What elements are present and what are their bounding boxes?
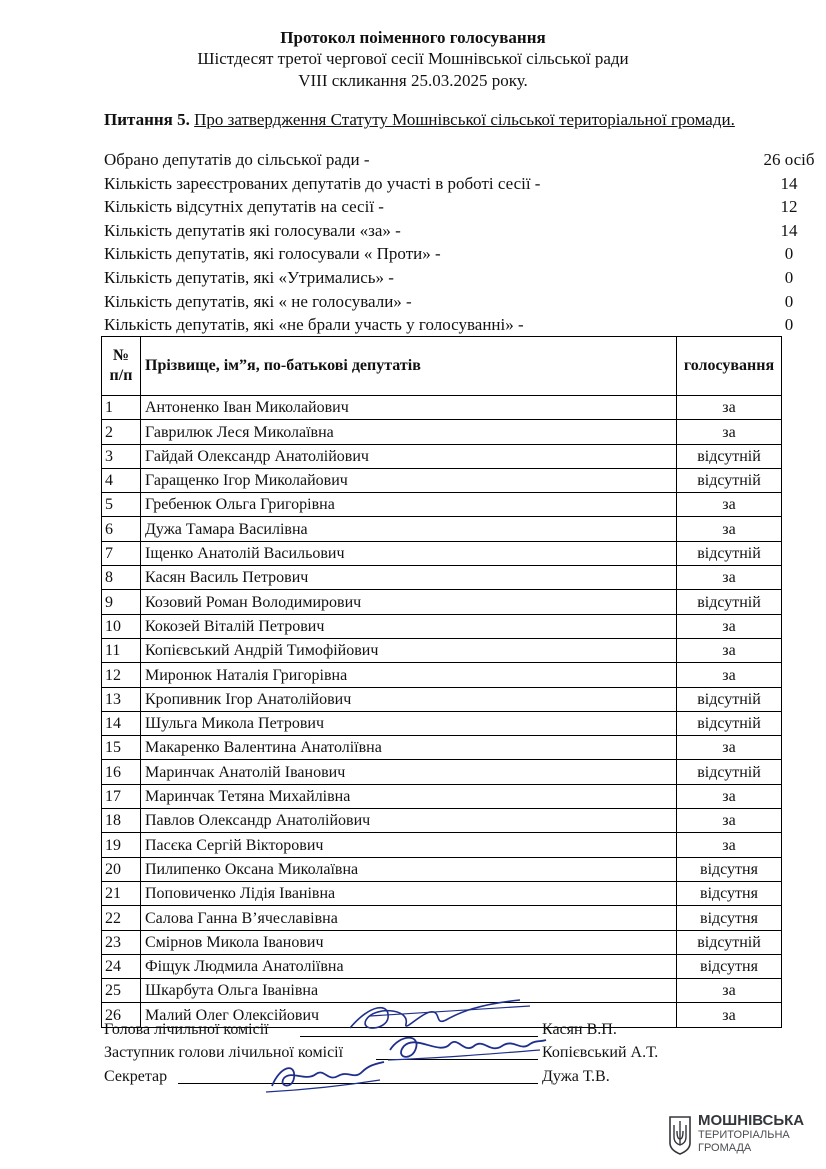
table-row [102,566,782,590]
stat-row [104,220,798,242]
stat-value: 0 [784,268,794,287]
stat-value: 0 [784,315,794,335]
deputy-name: Шульга Микола Петрович [141,711,677,735]
table-row [102,760,782,784]
vote-result: відсутній [677,590,782,614]
stat-label: Кількість відсутніх депутатів на сесії - [104,197,384,217]
table-row [102,444,782,468]
deputy-name: Гаращенко Ігор Миколайович [141,468,677,492]
stat-label: Кількість депутатів, які « не голосували» - [104,291,412,311]
row-number: 25 [102,979,141,1003]
row-number: 23 [102,930,141,954]
table-row [102,881,782,905]
vote-result: за [677,517,782,541]
vote-result: за [677,784,782,808]
column-name-header: Прізвище, ім”я, по-батькові депутатів [141,337,677,396]
table-row [102,857,782,881]
row-number: 14 [102,711,141,735]
stat-label: Кількість зареєстрованих депутатів до участі в роботі сесії - [104,173,541,193]
stat-value: 12 [780,197,798,217]
table-row [102,687,782,711]
signature-role: Заступник голови лічильної комісії [104,1044,344,1061]
stat-label: Кількість депутатів, які «Утримались» - [104,268,394,287]
vote-result: за [677,396,782,420]
stat-row [104,149,815,171]
vote-result: за [677,638,782,662]
table-row [102,809,782,833]
row-number: 19 [102,833,141,857]
stat-value: 0 [784,291,794,311]
table-row [102,930,782,954]
deputy-name: Маринчак Анатолій Іванович [141,760,677,784]
stat-value: 26 осіб [763,150,815,169]
trident-icon [668,1115,692,1155]
question-label: Питання 5. [104,110,190,129]
logo-line2: ТЕРИТОРІАЛЬНА [698,1129,790,1141]
table-row [102,736,782,760]
stat-value: 0 [784,244,794,264]
deputy-name: Кропивник Ігор Анатолійович [141,687,677,711]
deputy-name: Козовий Роман Володимирович [141,590,677,614]
row-number: 24 [102,954,141,978]
deputy-name: Іщенко Анатолій Васильович [141,541,677,565]
deputy-name: Миронюк Наталія Григорівна [141,663,677,687]
logo-line3: ГРОМАДА [698,1142,752,1154]
signature-role: Секретар [104,1068,168,1085]
roll-call-table [101,336,782,1028]
agenda-question [104,110,735,130]
table-row [102,638,782,662]
deputy-name: Пилипенко Оксана Миколаївна [141,857,677,881]
logo-line1: МОШНІВСЬКА [698,1112,805,1129]
row-number: 7 [102,541,141,565]
stat-label: Кількість депутатів, які «не брали участь у голосуванні» - [104,315,524,335]
deputy-name: Маринчак Тетяна Михайлівна [141,784,677,808]
column-vote-header: голосування [677,337,782,396]
table-row [102,493,782,517]
table-row [102,541,782,565]
session-subtitle: Шістдесят третої чергової сесії Мошнівської сільської ради [197,49,629,68]
signatory-name: Дужа Т.В. [542,1068,610,1085]
row-number: 8 [102,566,141,590]
stat-label: Кількість депутатів, які голосували « Проти» - [104,244,441,264]
table-row [102,420,782,444]
vote-result: відсутній [677,687,782,711]
vote-result: за [677,493,782,517]
vote-result: відсутня [677,857,782,881]
deputy-name: Кокозей Віталій Петрович [141,614,677,638]
deputy-name: Гребенюк Ольга Григорівна [141,493,677,517]
row-number: 3 [102,444,141,468]
deputy-name: Малий Олег Олексійович [141,1003,677,1027]
document-title: Протокол поіменного голосування [280,28,546,47]
stat-label: Обрано депутатів до сільської ради - [104,150,370,169]
stat-row [104,196,798,218]
deputy-name: Гаврилюк Леся Миколаївна [141,420,677,444]
column-number-header-line1: № [112,347,130,364]
convocation-date: VIII скликання 25.03.2025 року. [298,71,528,90]
vote-result: за [677,833,782,857]
row-number: 12 [102,663,141,687]
deputy-name: Макаренко Валентина Анатоліївна [141,736,677,760]
row-number: 6 [102,517,141,541]
vote-result: за [677,1003,782,1027]
row-number: 1 [102,396,141,420]
column-number-header [102,337,141,396]
column-number-header-line2: п/п [109,367,133,384]
row-number: 2 [102,420,141,444]
deputy-name: Поповиченко Лідія Іванівна [141,881,677,905]
table-row [102,517,782,541]
handwritten-signature-deputy-chair [380,1028,550,1068]
stat-row [104,291,794,313]
deputy-name: Копієвський Андрій Тимофійович [141,638,677,662]
row-number: 20 [102,857,141,881]
vote-result: за [677,809,782,833]
stat-row [104,314,794,336]
deputy-name: Павлов Олександр Анатолійович [141,809,677,833]
vote-result: за [677,979,782,1003]
table-row [102,614,782,638]
row-number: 22 [102,906,141,930]
table-row [102,954,782,978]
vote-result: відсутній [677,711,782,735]
signatory-name: Копієвський А.Т. [542,1044,659,1061]
table-row [102,468,782,492]
vote-result: відсутня [677,881,782,905]
deputy-name: Дужа Тамара Василівна [141,517,677,541]
row-number: 16 [102,760,141,784]
vote-result: за [677,420,782,444]
stat-value: 14 [780,220,798,240]
vote-result: за [677,614,782,638]
signature-row-secretary [104,1066,804,1088]
table-row [102,590,782,614]
table-row [102,784,782,808]
handwritten-signature-secretary [262,1056,392,1096]
deputy-name: Шкарбута Ольга Іванівна [141,979,677,1003]
vote-result: за [677,736,782,760]
signatory-name: Касян В.П. [542,1021,617,1038]
row-number: 13 [102,687,141,711]
question-text: Про затвердження Статуту Мошнівської сільської територіальної громади. [194,110,735,129]
community-logo [668,1113,808,1159]
table-row [102,711,782,735]
stat-value: 14 [780,173,798,193]
signature-role: Голова лічильної комісії [104,1021,269,1038]
vote-result: відсутній [677,760,782,784]
vote-result: відсутній [677,930,782,954]
table-row [102,833,782,857]
stat-row [104,267,794,289]
row-number: 21 [102,881,141,905]
deputy-name: Фіщук Людмила Анатоліївна [141,954,677,978]
deputy-name: Антоненко Іван Миколайович [141,396,677,420]
vote-result: за [677,663,782,687]
vote-result: відсутня [677,954,782,978]
row-number: 9 [102,590,141,614]
table-body [102,396,782,1028]
row-number: 17 [102,784,141,808]
deputy-name: Пасєка Сергій Вікторович [141,833,677,857]
deputy-name: Касян Василь Петрович [141,566,677,590]
table-row [102,663,782,687]
row-number: 10 [102,614,141,638]
row-number: 26 [102,1003,141,1027]
vote-result: за [677,566,782,590]
deputy-name: Смірнов Микола Іванович [141,930,677,954]
stat-row [104,243,794,265]
deputy-name: Салова Ганна В’ячеславівна [141,906,677,930]
vote-result: відсутній [677,541,782,565]
deputy-name: Гайдай Олександр Анатолійович [141,444,677,468]
row-number: 15 [102,736,141,760]
vote-result: відсутній [677,444,782,468]
row-number: 5 [102,493,141,517]
table-header-row [102,337,782,396]
table-row [102,906,782,930]
stat-row [104,173,798,195]
vote-result: відсутній [677,468,782,492]
table-row [102,396,782,420]
row-number: 11 [102,638,141,662]
row-number: 4 [102,468,141,492]
row-number: 18 [102,809,141,833]
stat-label: Кількість депутатів які голосували «за» - [104,220,401,240]
vote-result: відсутня [677,906,782,930]
